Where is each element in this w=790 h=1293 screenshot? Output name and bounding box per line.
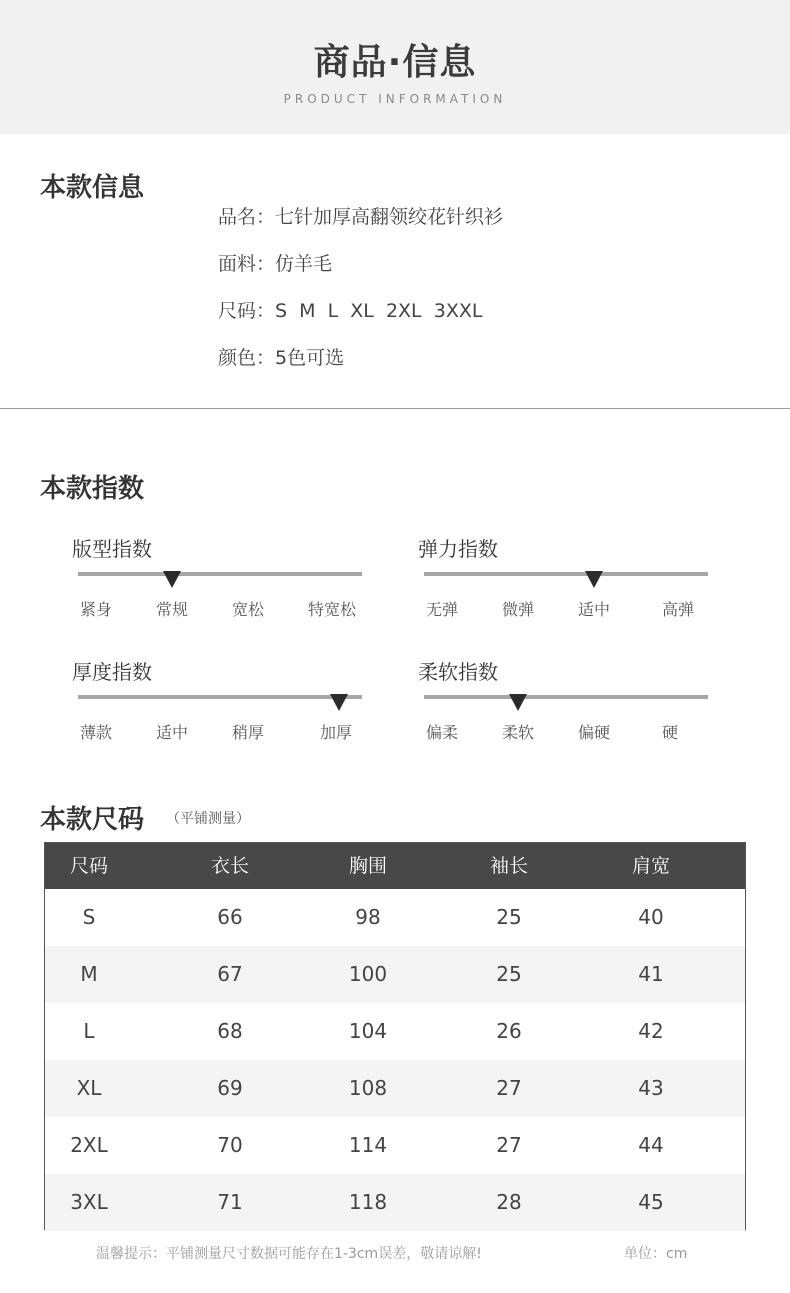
info-section-title: 本款信息 [40,173,145,203]
table-cell: 27 [496,1076,522,1100]
thickness-index-label: 薄款 [80,723,113,742]
table-cell: 27 [496,1133,522,1157]
index-section-title: 本款指数 [40,474,145,504]
elastic-index-label: 无弹 [426,600,459,619]
elastic-index-label: 适中 [578,600,611,619]
table-cell: 28 [496,1190,522,1214]
fit-index-bar [78,572,362,576]
table-cell: 26 [496,1019,522,1043]
size-section-title: 本款尺码 [40,805,145,835]
footnote-warning: 温馨提示：平铺测量尺寸数据可能存在1-3cm误差，敬请谅解! [96,1246,482,1262]
softness-index-title: 柔软指数 [418,660,498,684]
table-cell: XL [76,1076,102,1100]
softness-index-marker [509,694,527,711]
table-cell: 68 [217,1019,243,1043]
table-cell: L [83,1019,95,1043]
table-cell: 114 [348,1133,388,1157]
thickness-index-title: 厚度指数 [72,660,152,684]
table-cell: 118 [348,1190,388,1214]
table-cell: 71 [217,1190,243,1214]
header-banner [0,0,790,134]
table-row [45,1060,745,1117]
table-cell: S [82,905,96,929]
softness-index-label: 偏硬 [578,723,611,742]
page-title: 商品·信息 [313,42,477,83]
table-row [45,1117,745,1174]
softness-index-label: 偏柔 [426,723,459,742]
header-length: 衣长 [210,855,249,877]
fit-index-marker [163,571,181,588]
table-cell: 25 [496,962,522,986]
thickness-index-label: 稍厚 [232,723,265,742]
table-row [45,1003,745,1060]
size-table-header [45,843,745,889]
info-line-sizes: 尺码：S M L XL 2XL 3XXL [218,300,483,322]
footnote-unit: 单位：cm [624,1246,688,1262]
table-cell: 108 [348,1076,388,1100]
table-cell: 70 [217,1133,243,1157]
softness-index-label: 硬 [662,723,679,742]
info-line-fabric: 面料：仿羊毛 [218,253,333,275]
elastic-index-label: 微弹 [502,600,535,619]
table-cell: 42 [638,1019,664,1043]
table-row [45,1174,745,1231]
page-subtitle: PRODUCT INFORMATION [283,92,507,106]
thickness-index-marker [330,694,348,711]
table-cell: 44 [638,1133,664,1157]
table-cell: M [80,962,98,986]
table-cell: 2XL [70,1133,108,1157]
elastic-index-label: 高弹 [662,600,695,619]
table-cell: 25 [496,905,522,929]
table-cell: 66 [217,905,243,929]
size-section-subtitle: （平铺测量） [166,811,250,827]
header-size: 尺码 [69,855,108,877]
info-line-name: 品名：七针加厚高翻领绞花针织衫 [218,206,504,228]
softness-index-label: 柔软 [502,723,535,742]
table-row [45,889,745,946]
table-cell: 43 [638,1076,664,1100]
fit-index-title: 版型指数 [72,537,152,561]
elastic-index-title: 弹力指数 [418,537,498,561]
elastic-index-marker [585,571,603,588]
info-line-colors: 颜色：5色可选 [218,347,345,369]
thickness-index-label: 适中 [156,723,189,742]
elastic-index-bar [424,572,708,576]
table-cell: 69 [217,1076,243,1100]
header-chest: 胸围 [348,855,387,877]
thickness-index-bar [78,695,362,699]
fit-index-label: 宽松 [232,600,265,619]
table-cell: 40 [638,905,664,929]
table-cell: 3XL [70,1190,108,1214]
table-cell: 98 [355,905,381,929]
header-sleeve: 袖长 [489,855,528,877]
header-shoulder: 肩宽 [631,855,670,877]
fit-index-label: 紧身 [80,600,113,619]
size-table [44,842,746,1230]
table-cell: 100 [348,962,388,986]
table-cell: 104 [348,1019,388,1043]
section-divider [0,408,790,409]
fit-index-label: 常规 [156,600,189,619]
table-cell: 67 [217,962,243,986]
softness-index-bar [424,695,708,699]
table-cell: 41 [638,962,664,986]
fit-index-label: 特宽松 [308,600,357,619]
table-row [45,946,745,1003]
table-cell: 45 [638,1190,664,1214]
thickness-index-label: 加厚 [320,723,353,742]
